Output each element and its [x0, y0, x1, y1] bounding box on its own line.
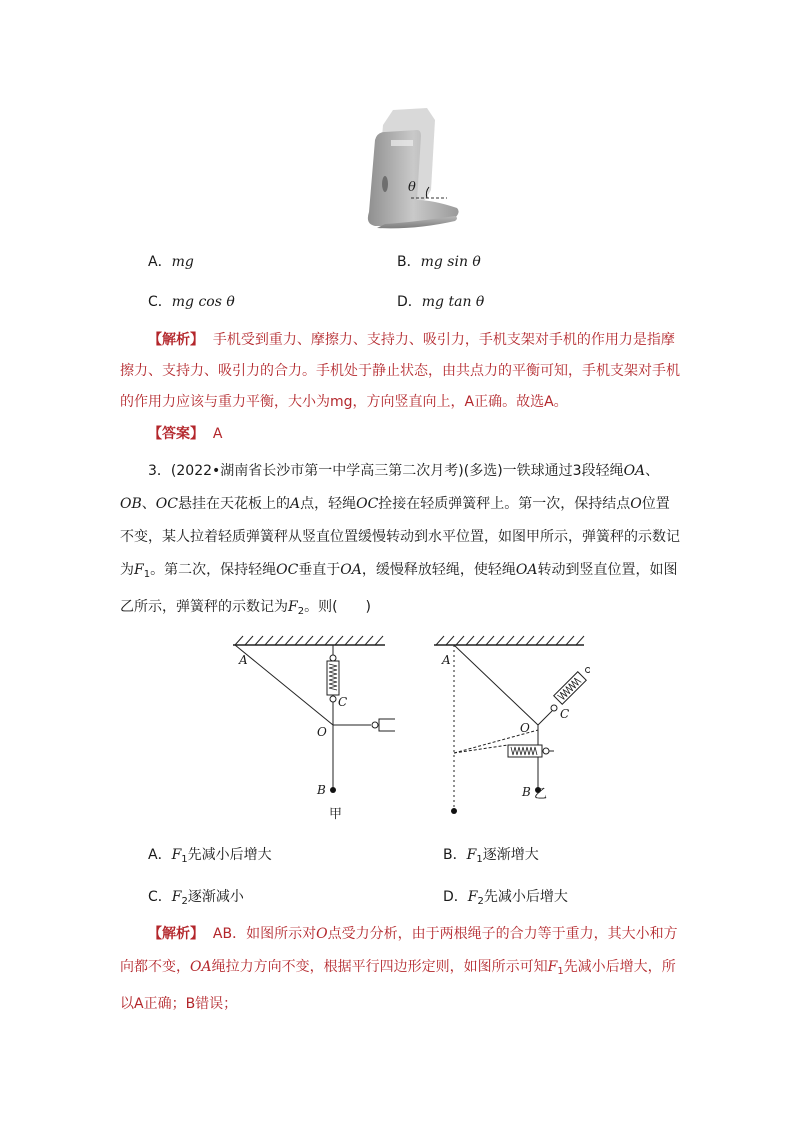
option-f: F — [467, 889, 478, 905]
option-letter: B． — [397, 254, 421, 270]
label-c: C — [560, 707, 570, 721]
text: 绳拉力方向不变，根据平行四边形定则，如图所示可知 — [211, 959, 548, 975]
option-letter: C． — [148, 889, 172, 905]
math: O — [630, 496, 642, 512]
figure-jia — [225, 633, 395, 823]
text: 。则( ) — [304, 599, 372, 615]
option-letter: A． — [148, 847, 172, 863]
figure-jia-svg — [225, 633, 395, 823]
label-o: O — [520, 721, 530, 735]
q2-answer — [120, 419, 680, 450]
subscript: 1 — [143, 569, 151, 580]
q2-option-a — [148, 252, 194, 272]
option-letter: D． — [443, 889, 468, 905]
math: OA — [190, 959, 212, 975]
text: 点，轻绳 — [300, 496, 357, 512]
math: F — [288, 599, 298, 615]
option-letter: C． — [148, 294, 172, 310]
q3-question — [120, 455, 680, 628]
text: ，缓慢释放轻绳，使轻绳 — [361, 562, 516, 578]
phone-stand-figure — [355, 100, 465, 232]
q3-option-c — [148, 887, 244, 912]
text: 。第二次，保持轻绳 — [150, 562, 277, 578]
math: F — [134, 562, 144, 578]
text: 先减小后增大， — [563, 959, 662, 975]
option-text: 先减小后增大 — [187, 847, 272, 863]
label-b: B — [317, 783, 326, 797]
math: A — [289, 496, 301, 512]
theta-label: θ — [408, 180, 416, 195]
math: OC — [356, 496, 379, 512]
option-letter: A． — [148, 254, 172, 270]
text: AB．如图所示对 — [212, 926, 317, 942]
q3-option-a — [148, 845, 272, 870]
option-letter: B． — [443, 847, 467, 863]
text: 点受力分析，由于两根绳子的合力等于重力，其大小和方向都不变， — [120, 926, 678, 975]
caption-jia: 甲 — [329, 807, 343, 822]
figure-yi — [430, 633, 590, 823]
math: OA — [623, 463, 646, 479]
q3-option-b — [443, 845, 539, 870]
analysis-tag: 【解析】 — [148, 332, 204, 348]
text: 、 — [141, 496, 156, 512]
option-text: 逐渐减小 — [187, 889, 244, 905]
option-sub: 1 — [181, 854, 188, 865]
analysis-text: 手机受到重力、摩擦力、支持力、吸引力，手机支架对手机的作用力是指摩擦力、支持力、吸引力的合力。手机处于静止状态，由共点力的平衡可知，手机支架对手机的作用力应该与重力平衡，大小为mg，方向竖直向上，A正确。故选A。 — [120, 332, 680, 410]
math: OA — [340, 562, 362, 578]
label-b: B — [522, 785, 531, 799]
math: OC — [276, 562, 299, 578]
text: 所以A正确；B错误； — [120, 959, 676, 1012]
text: 、 — [645, 463, 660, 479]
q2-option-b — [397, 252, 481, 272]
option-sub: 1 — [476, 854, 483, 865]
option-f: F — [466, 847, 477, 863]
text: 垂直于 — [298, 562, 341, 578]
option-expr: mg — [171, 254, 194, 270]
subscript: 2 — [297, 606, 305, 617]
q3-analysis — [120, 918, 680, 1021]
text: 拴接在轻质弹簧秤上。第一次，保持结点 — [378, 496, 631, 512]
option-text: 逐渐增大 — [482, 847, 539, 863]
option-f: F — [171, 847, 182, 863]
q2-option-d — [397, 292, 484, 312]
option-text: 先减小后增大 — [483, 889, 568, 905]
math: OC — [155, 496, 178, 512]
text: 悬挂在天花板上的 — [177, 496, 290, 512]
option-letter: D． — [397, 294, 422, 310]
option-sub: 2 — [181, 896, 188, 907]
text: 位置不变，某人拉着轻质弹簧秤从竖直位置缓慢转动到水平位置，如图甲所示，弹簧秤的示数记为 — [120, 496, 680, 578]
option-expr: mg cos θ — [171, 294, 235, 310]
answer-text: A — [212, 426, 223, 442]
answer-tag: 【答案】 — [148, 426, 204, 442]
question-source: (2022•湖南省长沙市第一中学高三第二次月考)(多选) — [170, 463, 503, 479]
figure-yi-svg — [430, 633, 590, 823]
math: O — [316, 926, 328, 942]
label-a: A — [239, 653, 248, 667]
option-sub: 2 — [477, 896, 484, 907]
caption-yi: 乙 — [534, 787, 548, 802]
option-expr: mg sin θ — [420, 254, 481, 270]
question-number: 3． — [148, 463, 171, 479]
label-c: C — [338, 695, 348, 709]
text: 转动到竖直位置，如图乙所示，弹簧秤的示数记为 — [120, 562, 678, 615]
q3-option-d — [443, 887, 568, 912]
text: 一铁球通过3段轻绳 — [502, 463, 624, 479]
label-a: A — [442, 653, 451, 667]
math: OB — [120, 496, 142, 512]
math: F — [547, 959, 558, 975]
option-f: F — [171, 889, 182, 905]
math: OA — [515, 562, 538, 578]
q2-option-c — [148, 292, 235, 312]
q2-analysis — [120, 325, 680, 418]
analysis-tag: 【解析】 — [148, 926, 204, 942]
subscript: 1 — [557, 966, 564, 977]
option-expr: mg tan θ — [421, 294, 485, 310]
label-o: O — [317, 725, 327, 739]
